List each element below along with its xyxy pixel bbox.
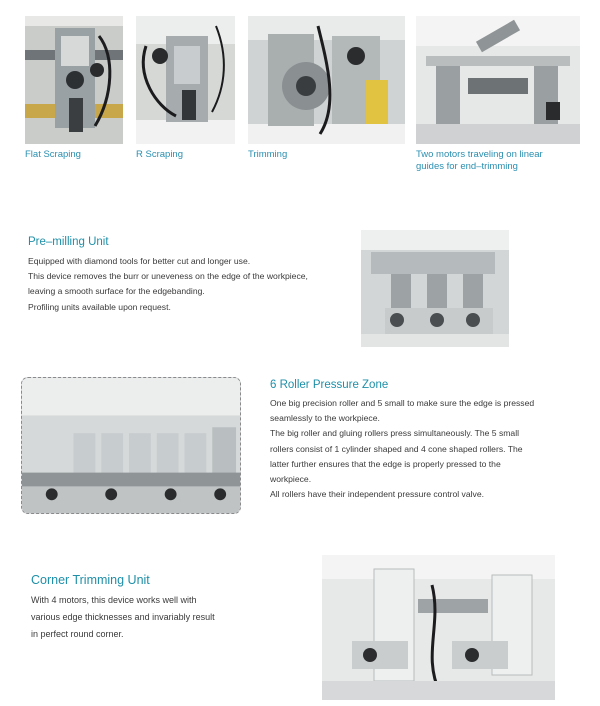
caption-end-trimming: Two motors traveling on linear guides for end–trimming	[416, 149, 543, 172]
corner-title: Corner Trimming Unit	[31, 573, 150, 587]
caption-trimming: Trimming	[248, 149, 288, 160]
trimming-photo	[248, 16, 405, 144]
caption-flat-scraping: Flat Scraping	[25, 149, 81, 160]
premilling-description: Equipped with diamond tools for better cut and longer use. This device removes the burr or uneveness on the edge of the workpiece, leaving a smooth surface for the edgebanding. Profiling units available upon request.	[28, 256, 308, 312]
roller-title: 6 Roller Pressure Zone	[270, 379, 389, 391]
r-scraping-photo	[136, 16, 235, 144]
end-trimming-photo	[416, 16, 580, 144]
premilling-photo	[361, 230, 509, 347]
corner-description: With 4 motors, this device works well with various edge thicknesses and invariably result in perfect round corner.	[31, 595, 215, 639]
flat-scraping-photo	[25, 16, 123, 144]
corner-trimming-photo	[322, 555, 555, 700]
roller-description: One big precision roller and 5 small to make sure the edge is pressed seamlessly to the workpiece. The big roller and gluing rollers press simultaneously. The 5 small rollers consist of 1 cylinder shaped and 4 cone shaped rollers. The latter further ensures that the edge is properly pressed to the workpiece. All rollers have their independent pressure control valve.	[270, 398, 535, 500]
premilling-title: Pre–milling Unit	[28, 236, 109, 248]
caption-r-scraping: R Scraping	[136, 149, 183, 160]
roller-pressure-photo	[21, 377, 241, 514]
